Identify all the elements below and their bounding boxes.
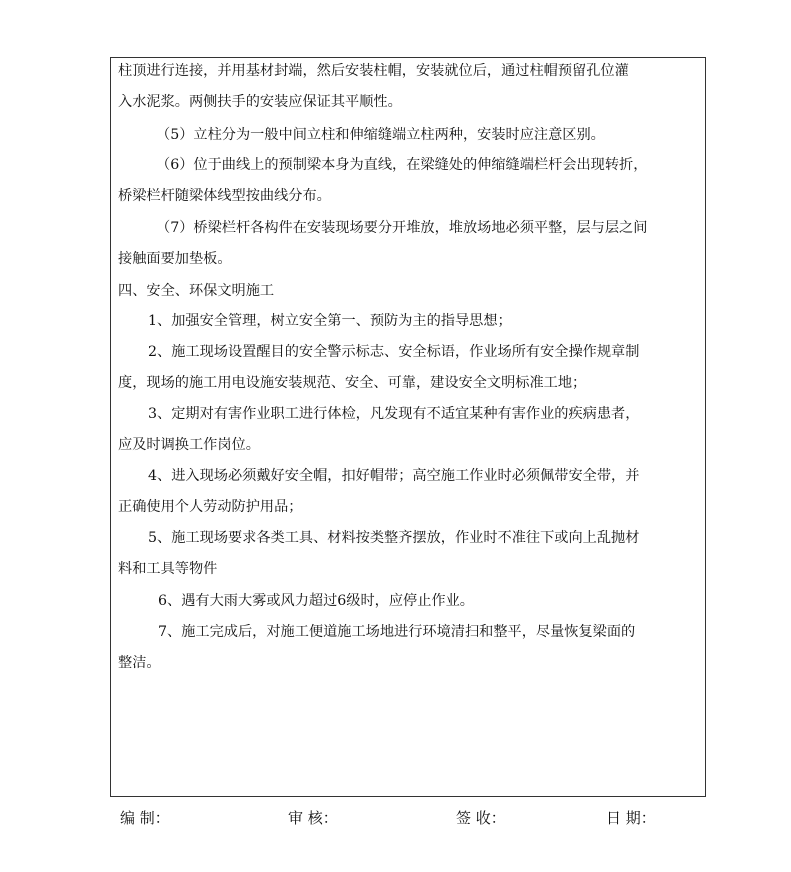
body-line-12: 3、定期对有害作业职工进行体检，凡发现有不适宜某种有害作业的疾病患者， (148, 406, 640, 422)
body-line-5: 桥梁栏杆随梁体线型按曲线分布。 (118, 188, 331, 204)
footer-date-label: 日 期： (606, 809, 656, 827)
body-line-3: （5）立柱分为一般中间立柱和伸缩缝端立柱两种，安装时应注意区别。 (156, 127, 605, 143)
body-line-9: 1、加强安全管理，树立安全第一、预防为主的指导思想； (148, 313, 512, 329)
body-line-1: 柱顶进行连接，并用基材封端，然后安装柱帽，安装就位后，通过柱帽预留孔位灌 (118, 63, 629, 79)
body-line-19: 7、施工完成后，对施工便道施工场地进行环境清扫和整平，尽量恢复梁面的 (158, 624, 636, 640)
body-line-17: 料和工具等物件 (118, 561, 218, 577)
body-line-11: 度，现场的施工用电设施安装规范、安全、可靠，建设安全文明标准工地； (118, 375, 587, 391)
body-line-2: 入水泥浆。两侧扶手的安装应保证其平顺性。 (118, 94, 402, 110)
body-line-10: 2、施工现场设置醒目的安全警示标志、安全标语，作业场所有安全操作规章制 (148, 344, 640, 360)
footer-reviewed-label: 审 核： (288, 809, 338, 827)
footer-compiled-label: 编 制： (120, 809, 170, 827)
body-line-6: （7）桥梁栏杆各构件在安装现场要分开堆放，堆放场地必须平整，层与层之间 (156, 220, 648, 236)
body-line-13: 应及时调换工作岗位。 (118, 437, 260, 453)
body-line-16: 5、施工现场要求各类工具、材料按类整齐摆放，作业时不准往下或向上乱抛材 (148, 530, 640, 546)
body-line-14: 4、进入现场必须戴好安全帽，扣好帽带；高空施工作业时必须佩带安全带，并 (148, 468, 640, 484)
footer-received-label: 签 收： (456, 809, 506, 827)
body-line-4: （6）位于曲线上的预制梁本身为直线，在梁缝处的伸缩缝端栏杆会出现转折， (156, 157, 648, 173)
body-line-7: 接触面要加垫板。 (118, 251, 232, 267)
body-line-15: 正确使用个人劳动防护用品； (118, 499, 303, 515)
body-line-18: 6、遇有大雨大雾或风力超过6级时，应停止作业。 (158, 593, 474, 609)
section-heading: 四、安全、环保文明施工 (118, 283, 275, 299)
body-line-20: 整洁。 (118, 655, 161, 671)
